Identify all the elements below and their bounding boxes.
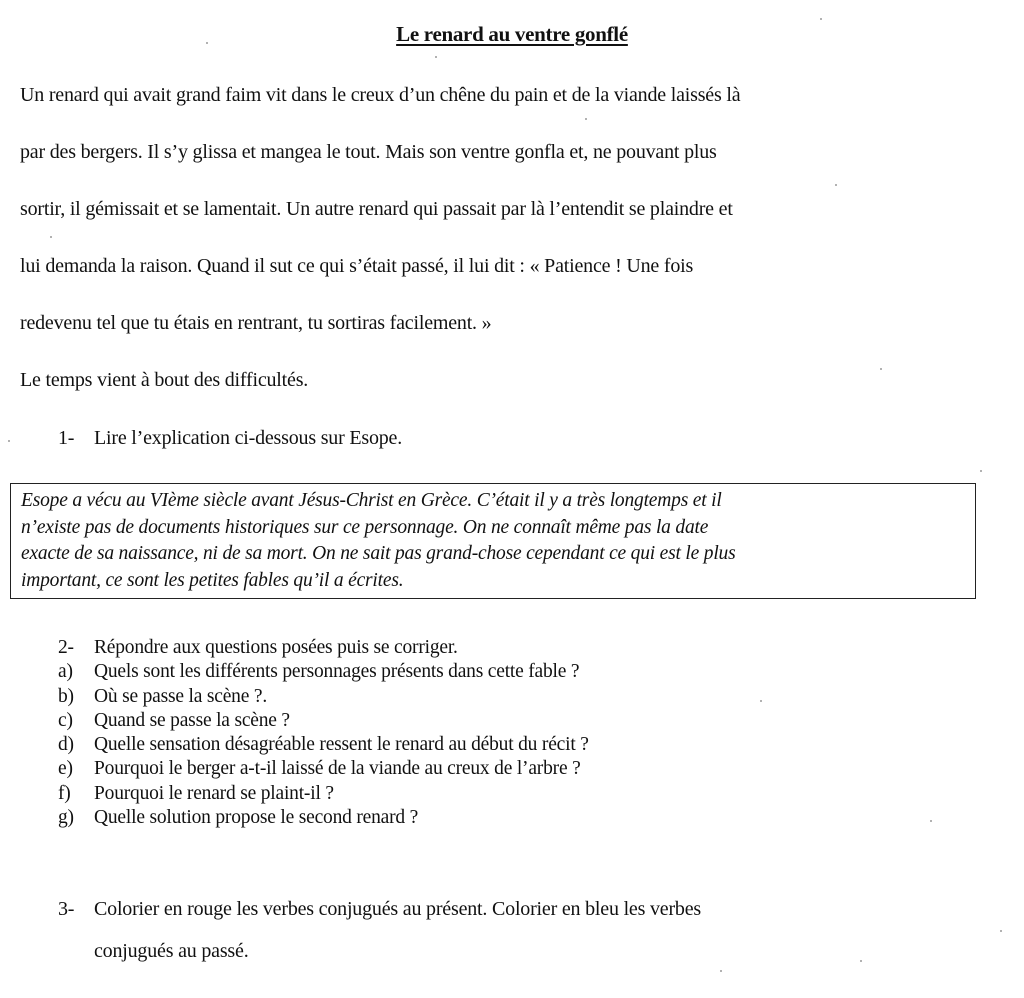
fable-line: redevenu tel que tu étais en rentrant, tu sortiras facilement. »: [20, 312, 492, 334]
scan-speck: [930, 820, 932, 822]
esope-info-line: Esope a vécu au VIème siècle avant Jésus-Christ en Grèce. C’était il y a très longtemps et il: [21, 490, 722, 511]
esope-info-box: [10, 483, 976, 599]
scan-speck: [585, 118, 587, 120]
fable-line: lui demanda la raison. Quand il sut ce qui s’était passé, il lui dit : « Patience ! Une fois: [20, 255, 694, 277]
question-text: Quels sont les différents personnages présents dans cette fable ?: [94, 661, 580, 683]
step-number: 2-: [58, 637, 74, 658]
scan-speck: [206, 42, 208, 44]
question-label: g): [58, 807, 74, 829]
question-text: Quand se passe la scène ?: [94, 709, 290, 731]
step-number: 1-: [58, 427, 75, 449]
question-text: Quelle sensation désagréable ressent le renard au début du récit ?: [94, 734, 589, 756]
question-label: a): [58, 661, 73, 683]
question-text: Quelle solution propose le second renard ?: [94, 807, 419, 829]
step-text: Colorier en rouge les verbes conjugués au présent. Colorier en bleu les verbes: [94, 898, 701, 920]
esope-info-line: exacte de sa naissance, ni de sa mort. On ne sait pas grand-chose cependant ce qui est le plus: [21, 543, 736, 564]
question-item: [58, 757, 589, 781]
question-label: f): [58, 782, 71, 804]
question-item: [58, 685, 589, 709]
scan-speck: [980, 470, 982, 472]
scan-speck: [720, 970, 722, 972]
question-item: [58, 782, 589, 806]
question-text: Pourquoi le berger a-t-il laissé de la viande au creux de l’arbre ?: [94, 758, 581, 780]
fable-line: Un renard qui avait grand faim vit dans le creux d’un chêne du pain et de la viande laissés là: [20, 84, 741, 106]
scan-speck: [860, 960, 862, 962]
esope-info-line: important, ce sont les petites fables qu’il a écrites.: [21, 569, 404, 591]
question-item: [58, 733, 589, 757]
fable-line: par des bergers. Il s’y glissa et mangea le tout. Mais son ventre gonfla et, ne pouvant plus: [20, 141, 717, 163]
scan-speck: [8, 440, 10, 442]
document-title: Le renard au ventre gonflé: [396, 22, 628, 46]
scan-speck: [880, 368, 882, 370]
question-label: b): [58, 685, 74, 707]
step-text: Répondre aux questions posées puis se corriger.: [94, 637, 458, 658]
instruction-step-1: [58, 427, 402, 450]
fable-moral: Le temps vient à bout des difficultés.: [20, 369, 309, 391]
scan-speck: [435, 56, 437, 58]
instruction-step-3-continued: conjugués au passé.: [94, 940, 249, 962]
question-label: c): [58, 709, 73, 731]
question-text: Où se passe la scène ?.: [94, 685, 267, 707]
question-label: e): [58, 758, 73, 780]
scan-speck: [835, 184, 837, 186]
instruction-step-3: [58, 898, 701, 921]
scan-speck: [1000, 930, 1002, 932]
step-number: 3-: [58, 898, 75, 920]
fable-line: sortir, il gémissait et se lamentait. Un autre renard qui passait par là l’entendit se plaindre et: [20, 198, 733, 220]
scan-speck: [820, 18, 822, 20]
esope-info-line: n’existe pas de documents historiques sur ce personnage. On ne connaît même pas la date: [21, 516, 709, 538]
step-text: Lire l’explication ci-dessous sur Esope.: [94, 427, 403, 449]
instruction-step-2: [58, 636, 589, 660]
question-text: Pourquoi le renard se plaint-il ?: [94, 782, 334, 804]
scan-speck: [50, 236, 52, 238]
question-item: [58, 806, 589, 830]
questions-section: [58, 636, 589, 830]
question-item: [58, 660, 589, 684]
question-item: [58, 709, 589, 733]
scan-speck: [760, 700, 762, 702]
question-label: d): [58, 734, 74, 756]
